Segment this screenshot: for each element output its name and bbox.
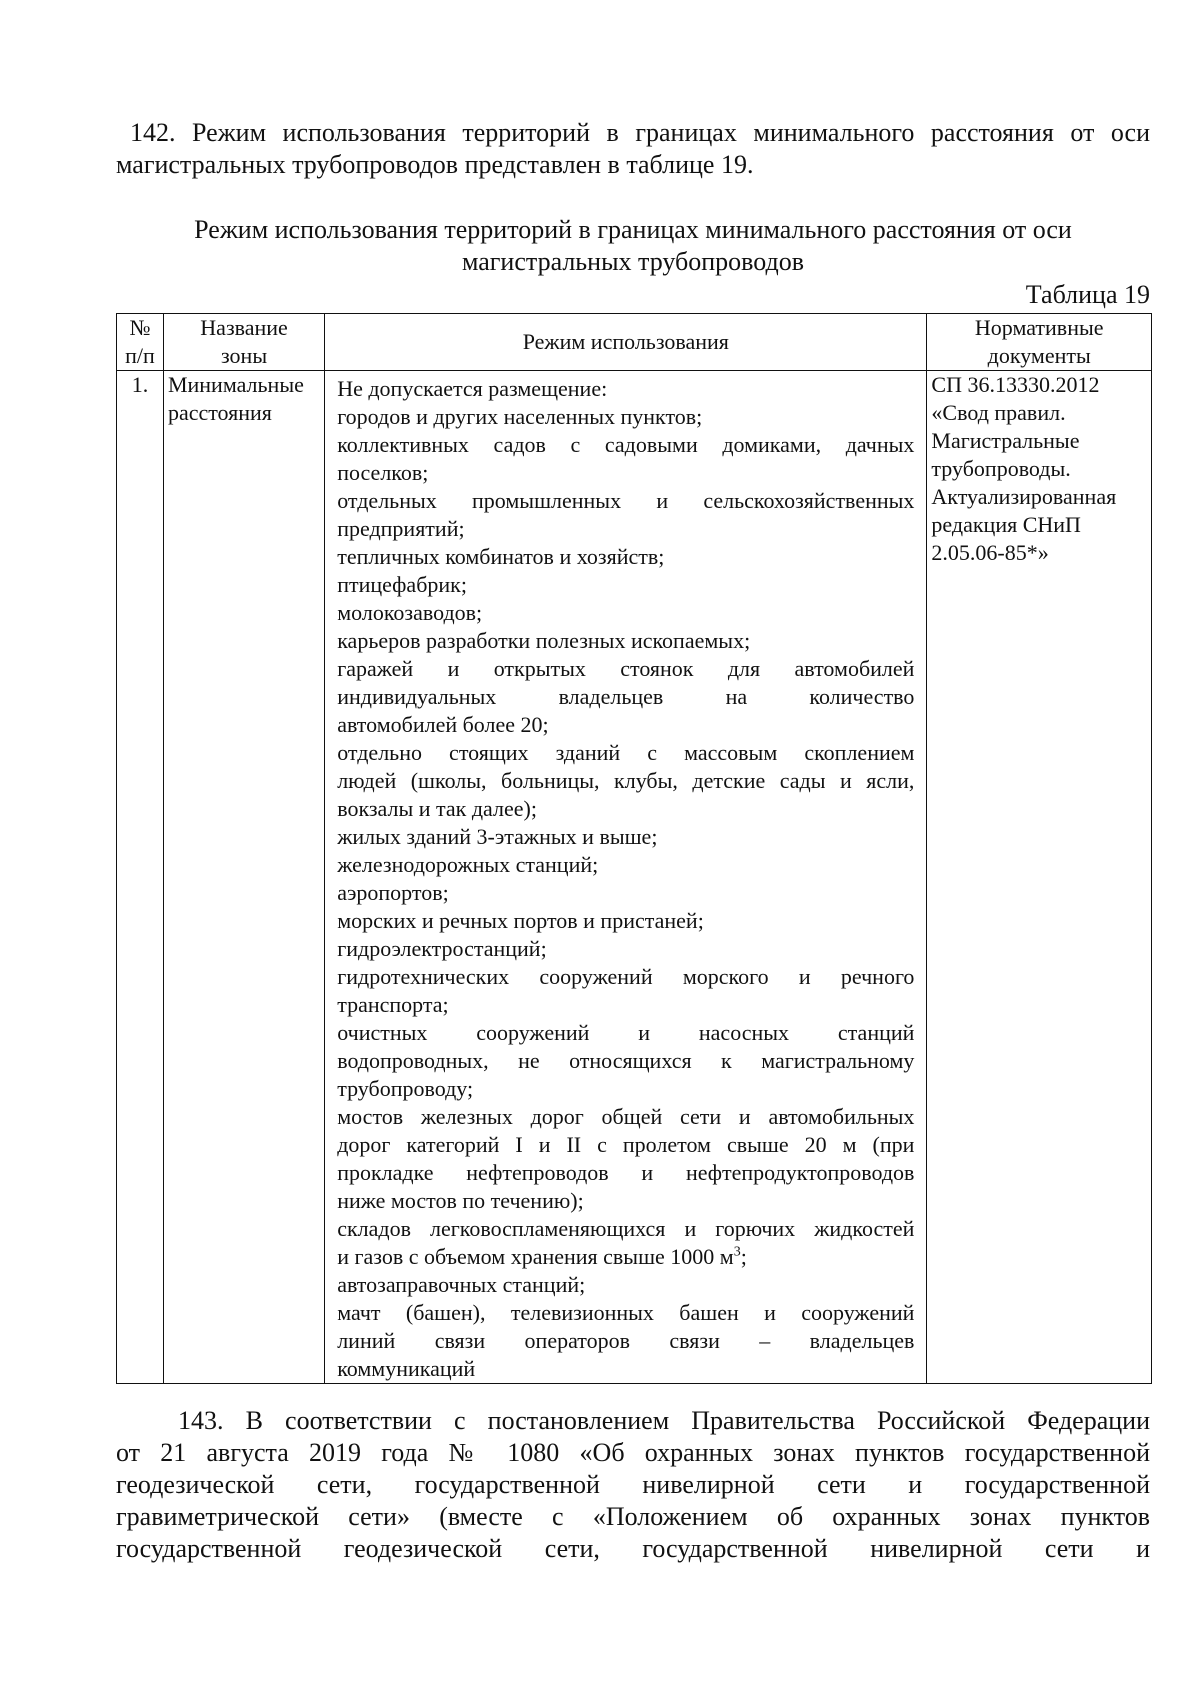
regime-item-text: линий связи операторов связи – владельцев (337, 1328, 915, 1353)
zone-line: Минимальные (167, 372, 304, 397)
paragraph-142 (116, 117, 1150, 181)
row-regime (325, 371, 927, 1384)
table-caption (116, 214, 1150, 278)
regime-item-line (337, 1159, 914, 1187)
table-19 (116, 313, 1152, 1384)
regime-item (337, 655, 914, 739)
regime-item-text: предприятий; (337, 516, 465, 541)
regime-item-line (337, 711, 914, 739)
docs-line: 2.05.06-85*» (931, 540, 1049, 565)
table-header-row (117, 314, 1152, 371)
paragraph-line: государственной геодезической сети, государственной нивелирной сети и (116, 1534, 1150, 1563)
regime-item (337, 571, 914, 599)
regime-item (337, 1299, 914, 1383)
regime-item-text: отдельных промышленных и сельскохозяйственных (337, 488, 915, 513)
regime-item-line (337, 739, 914, 767)
docs-line: СП 36.13330.2012 (931, 372, 1100, 397)
docs-line: «Свод правил. (931, 400, 1066, 425)
regime-item-text: вокзалы и так далее); (337, 796, 537, 821)
regime-item-text: морских и речных портов и пристаней; (337, 908, 704, 933)
regime-item-text: автомобилей более 20; (337, 712, 549, 737)
regime-item-text: гидротехнических сооружений морского и речного (337, 964, 915, 989)
zone-line: расстояния (167, 400, 272, 425)
regime-item-text: жилых зданий 3-этажных и выше; (337, 824, 658, 849)
header-num-line: № (129, 315, 151, 340)
regime-item-text: Не допускается размещение: (337, 376, 608, 401)
regime-item (337, 375, 914, 403)
regime-item-text: поселков; (337, 460, 429, 485)
paragraph-143 (116, 1405, 1150, 1565)
regime-item-text: очистных сооружений и насосных станций (337, 1020, 915, 1045)
header-zone (163, 314, 324, 371)
regime-item-text: людей (школы, больницы, клубы, детские сады и ясли, (337, 768, 915, 793)
header-zone-line: зоны (221, 343, 268, 368)
regime-item-line (337, 879, 914, 907)
regime-item-text: автозаправочных станций; (337, 1272, 586, 1297)
regime-item-text: коммуникаций (337, 1356, 476, 1381)
regime-item-text: транспорта; (337, 992, 449, 1017)
regime-item-text: аэропортов; (337, 880, 449, 905)
regime-item-line (337, 627, 914, 655)
docs-line: трубопроводы. (931, 456, 1071, 481)
regime-item-text: мостов железных дорог общей сети и автомобильных (337, 1104, 915, 1129)
row-docs (927, 371, 1152, 1384)
regime-item-line (337, 375, 914, 403)
paragraph-line: 142. Режим использования территорий в границах минимального расстояния от оси (130, 118, 1150, 147)
header-num (117, 314, 164, 371)
paragraph-line: геодезической сети, государственной нивелирной сети и государственной (116, 1470, 1150, 1499)
regime-item-line (337, 571, 914, 599)
docs-line: Актуализированная (931, 484, 1117, 509)
regime-item-line (337, 515, 914, 543)
regime-item (337, 1215, 914, 1271)
paragraph-line: магистральных трубопроводов представлен в таблице 19. (116, 150, 754, 179)
regime-item-line (337, 655, 914, 683)
paragraph-line: гравиметрической сети» (вместе с «Положением об охранных зонах пунктов (116, 1502, 1150, 1531)
regime-item-line (337, 991, 914, 1019)
regime-item (337, 739, 914, 823)
regime-item-text: карьеров разработки полезных ископаемых; (337, 628, 751, 653)
regime-item-line (337, 487, 914, 515)
regime-item (337, 403, 914, 431)
regime-item (337, 1103, 914, 1215)
regime-item (337, 823, 914, 851)
regime-item-text: железнодорожных станций; (337, 852, 599, 877)
regime-item-line (337, 431, 914, 459)
regime-item-line (337, 1299, 914, 1327)
regime-item-line (337, 1075, 914, 1103)
header-zone-line: Название (200, 315, 288, 340)
regime-item (337, 1019, 914, 1103)
regime-item-line (337, 823, 914, 851)
regime-item-line (337, 1187, 914, 1215)
regime-item-text: молокозаводов; (337, 600, 483, 625)
regime-item-text: трубопроводу; (337, 1076, 474, 1101)
regime-item-text: коллективных садов с садовыми домиками, дачных (337, 432, 915, 457)
regime-item-text: гаражей и открытых стоянок для автомобилей (337, 656, 915, 681)
paragraph-line: от 21 августа 2019 года № 1080 «Об охранных зонах пунктов государственной (116, 1438, 1150, 1467)
regime-item-line (337, 1355, 914, 1383)
regime-item-text: прокладке нефтепроводов и нефтепродуктопроводов (337, 1160, 915, 1185)
regime-item-line (337, 543, 914, 571)
header-num-line: п/п (125, 343, 155, 368)
regime-item-text: отдельно стоящих зданий с массовым скоплением (337, 740, 915, 765)
regime-item-text: индивидуальных владельцев на количество (337, 684, 915, 709)
regime-item-tail: ; (740, 1244, 747, 1269)
header-docs (927, 314, 1152, 371)
regime-item (337, 1271, 914, 1299)
regime-item (337, 599, 914, 627)
regime-item-line (337, 683, 914, 711)
regime-item (337, 879, 914, 907)
table-row (117, 371, 1152, 1384)
regime-item (337, 487, 914, 543)
regime-item (337, 543, 914, 571)
regime-item-line (337, 1131, 914, 1159)
regime-item-text: мачт (башен), телевизионных башен и сооружений (337, 1300, 915, 1325)
regime-item-line (337, 1019, 914, 1047)
regime-item (337, 907, 914, 935)
header-docs-line: документы (987, 343, 1091, 368)
regime-item-text: птицефабрик; (337, 572, 467, 597)
row-zone (163, 371, 324, 1384)
caption-line: магистральных трубопроводов (461, 247, 805, 276)
row-num: 1. (117, 371, 164, 1384)
regime-item-text: дорог категорий I и II с пролетом свыше 20 м (при (337, 1132, 915, 1157)
regime-item-text: гидроэлектростанций; (337, 936, 547, 961)
regime-item-line (337, 459, 914, 487)
superscript-cubic: 3 (733, 1244, 741, 1260)
table-number: Таблица 19 (1025, 280, 1150, 309)
regime-item-text: и газов с объемом хранения свыше 1000 м (337, 1244, 734, 1269)
docs-line: редакция СНиП (931, 512, 1081, 537)
header-regime: Режим использования (325, 314, 927, 371)
regime-item (337, 627, 914, 655)
regime-item-text: складов легковоспламеняющихся и горючих жидкостей (337, 1216, 915, 1241)
header-docs-line: Нормативные (974, 315, 1104, 340)
regime-item-line (337, 907, 914, 935)
regime-item (337, 963, 914, 1019)
regime-item-line (337, 1047, 914, 1075)
paragraph-line: 143. В соответствии с постановлением Правительства Российской Федерации (178, 1406, 1150, 1435)
regime-item-line (337, 767, 914, 795)
regime-item-line (337, 1271, 914, 1299)
regime-item (337, 851, 914, 879)
regime-item-line (337, 403, 914, 431)
regime-item (337, 431, 914, 487)
docs-line: Магистральные (931, 428, 1080, 453)
regime-item-text: городов и других населенных пунктов; (337, 404, 703, 429)
regime-item-line (337, 851, 914, 879)
regime-item-line (337, 963, 914, 991)
regime-item-line (337, 1243, 914, 1271)
regime-item-line (337, 1103, 914, 1131)
regime-item-text: водопроводных, не относящихся к магистральному (337, 1048, 915, 1073)
regime-item-line (337, 1215, 914, 1243)
regime-item-line (337, 935, 914, 963)
regime-item-text: тепличных комбинатов и хозяйств; (337, 544, 665, 569)
caption-line: Режим использования территорий в границах минимального расстояния от оси (194, 215, 1072, 244)
regime-item (337, 935, 914, 963)
regime-item-line (337, 795, 914, 823)
regime-item-line (337, 599, 914, 627)
regime-item-text: ниже мостов по течению); (337, 1188, 584, 1213)
regime-item-line (337, 1327, 914, 1355)
